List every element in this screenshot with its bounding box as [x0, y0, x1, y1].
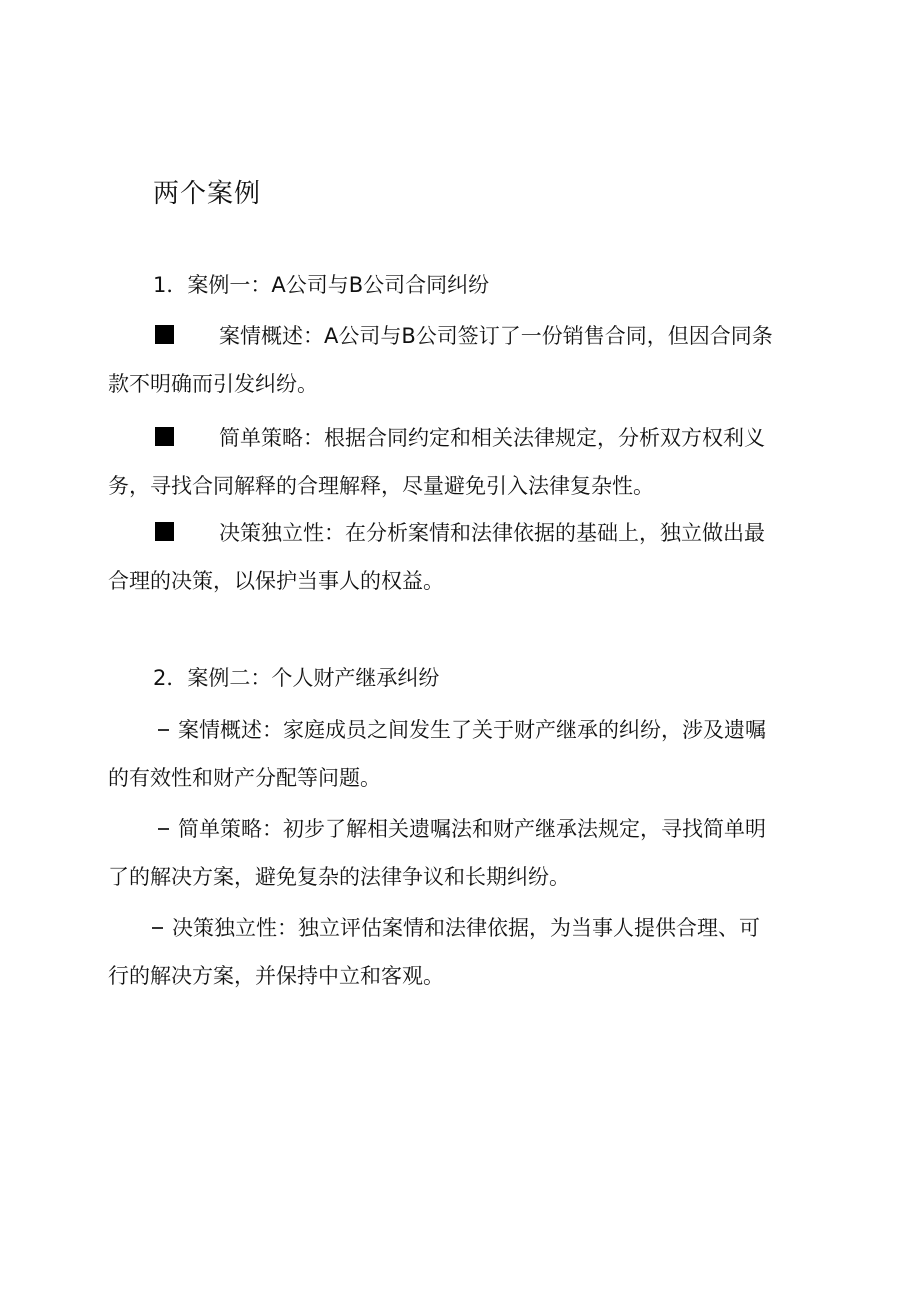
dash-bullet-icon: [158, 828, 169, 830]
case1-heading: 1．案例一：A公司与B公司合同纠纷: [153, 273, 490, 297]
case2-item-2-line2: 了的解决方案，避免复杂的法律争议和长期纠纷。: [108, 865, 570, 889]
case2-item-1-line2: 的有效性和财产分配等问题。: [108, 766, 381, 790]
case1-item-3: [108, 509, 824, 605]
case1-item-1-line2: 款不明确而引发纠纷。: [108, 372, 318, 396]
case2-item-3-line2: 行的解决方案，并保持中立和客观。: [108, 964, 444, 988]
case2-item-1-line1: 案情概述：家庭成员之间发生了关于财产继承的纠纷，涉及遗嘱: [178, 718, 766, 742]
case2-item-1: [108, 706, 824, 802]
case1-item-2-line1: 简单策略：根据合同约定和相关法律规定，分析双方权利义: [219, 426, 765, 450]
page-title: 两个案例: [153, 179, 262, 209]
case2-item-2: [108, 805, 824, 901]
square-bullet-icon: [155, 325, 174, 344]
case1-item-1-line1: 案情概述：A公司与B公司签订了一份销售合同，但因合同条: [219, 324, 773, 348]
case2-item-2-line1: 简单策略：初步了解相关遗嘱法和财产继承法规定，寻找简单明: [178, 817, 766, 841]
square-bullet-icon: [155, 522, 174, 541]
case2-heading: 2．案例二：个人财产继承纠纷: [153, 666, 440, 690]
case1-item-2-line2: 务，寻找合同解释的合理解释，尽量避免引入法律复杂性。: [108, 474, 654, 498]
case1-item-3-line1: 决策独立性：在分析案情和法律依据的基础上，独立做出最: [219, 521, 765, 545]
case1-item-3-line2: 合理的决策，以保护当事人的权益。: [108, 569, 444, 593]
case2-item-3-line1: 决策独立性：独立评估案情和法律依据，为当事人提供合理、可: [172, 916, 760, 940]
dash-bullet-icon: [158, 729, 169, 731]
case1-item-2: [108, 414, 824, 510]
case1-item-1: [108, 312, 824, 408]
dash-bullet-icon: [152, 927, 163, 929]
case2-item-3: [108, 904, 824, 1000]
square-bullet-icon: [155, 427, 174, 446]
